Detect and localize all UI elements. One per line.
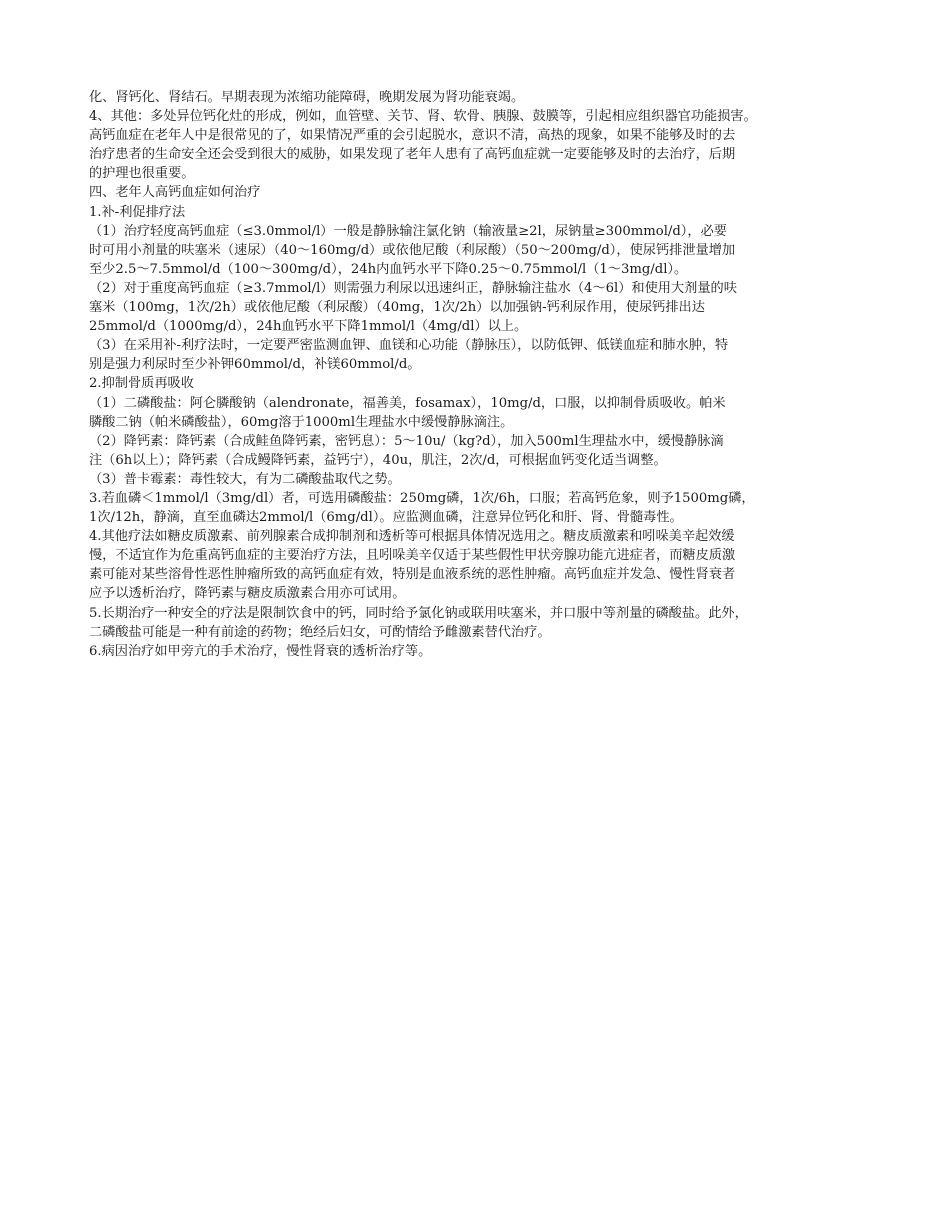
subsection-heading: 1.补-利促排疗法 [89, 204, 186, 220]
text-line: 高钙血症在老年人中是很常见的了，如果情况严重的会引起脱水，意识不清，高热的现象，如果不能够及时的去 [89, 128, 736, 144]
text-line: （2）对于重度高钙血症（≥3.7mmol/l）则需强力利尿以迅速纠正，静脉输注盐水（4～6l）和使用大剂量的呋 [89, 280, 737, 296]
text-line: 时可用小剂量的呋塞米（速尿）（40～160mg/d）或依他尼酸（利尿酸）（50～200mg/d），使尿钙排泄量增加 [89, 242, 736, 258]
text-line: 化、肾钙化、肾结石。早期表现为浓缩功能障碍，晚期发展为肾功能衰竭。 [89, 90, 525, 105]
text-line: 素可能对某些溶骨性恶性肿瘤所致的高钙血症有效，特别是血液系统的恶性肿瘤。高钙血症并发急、慢性肾衰者 [89, 567, 736, 583]
text-line: 的护理也很重要。 [89, 166, 195, 182]
text-line: 别是强力利尿时至少补钾60mmol/d，补镁60mmol/d。 [89, 357, 421, 373]
text-line: 二磷酸盐可能是一种有前途的药物；绝经后妇女，可酌情给予雌激素替代治疗。 [89, 624, 551, 640]
text-line: （3）在采用补-利疗法时，一定要严密监测血钾、血镁和心功能（静脉压），以防低钾、低镁血症和肺水肿，特 [89, 338, 729, 354]
section-heading: 四、老年人高钙血症如何治疗 [89, 185, 261, 201]
text-line: 至少2.5～7.5mmol/d（100～300mg/d），24h内血钙水平下降0.25～0.75mmol/l（1～3mg/dl）。 [89, 261, 688, 277]
text-line: （1）二磷酸盐：阿仑膦酸钠（alendronate，福善美，fosamax），10mg/d，口服，以抑制骨质吸收。帕米 [89, 395, 726, 411]
text-line: 1次/12h，静滴，直至血磷达2mmol/l（6mg/dl）。应监测血磷，注意异位钙化和肝、肾、骨髓毒性。 [89, 510, 683, 526]
text-line: 5.长期治疗一种安全的疗法是限制饮食中的钙，同时给予氯化钠或联用呋塞米，并口服中等剂量的磷酸盐。此外， [89, 605, 748, 621]
subsection-heading: 2.抑制骨质再吸收 [89, 376, 194, 392]
text-line: 塞米（100mg，1次/2h）或依他尼酸（利尿酸）（40mg，1次/2h）以加强钠-钙利尿作用，使尿钙排出达 [89, 300, 705, 316]
text-line: 4.其他疗法如糖皮质激素、前列腺素合成抑制剂和透析等可根据具体情况选用之。糖皮质激素和吲哚美辛起效缓 [89, 529, 735, 545]
text-line: （3）普卡霉素：毒性较大，有为二磷酸盐取代之势。 [89, 471, 401, 487]
document-body [89, 88, 879, 661]
text-line: 6.病因治疗如甲旁亢的手术治疗，慢性肾衰的透析治疗等。 [89, 643, 432, 659]
text-line: 3.若血磷＜1mmol/l（3mg/dl）者，可选用磷酸盐：250mg磷，1次/6h，口服；若高钙危象，则予1500mg磷， [89, 490, 755, 506]
text-line: （2）降钙素：降钙素（合成鲑鱼降钙素，密钙息）：5～10u/（kg?d），加入500ml生理盐水中，缓慢静脉滴 [89, 433, 724, 449]
text-line: 25mmol/d（1000mg/d），24h血钙水平下降1mmol/l（4mg/dl）以上。 [89, 319, 528, 335]
text-line: 治疗患者的生命安全还会受到很大的威胁，如果发现了老年人患有了高钙血症就一定要能够及时的去治疗，后期 [89, 147, 736, 163]
text-line: 膦酸二钠（帕米磷酸盐），60mg溶于1000ml生理盐水中缓慢静脉滴注。 [89, 414, 514, 430]
text-line: 4、其他：多处异位钙化灶的形成，例如，血管壁、关节、肾、软骨、胰腺、鼓膜等，引起相应组织器官功能损害。 [89, 109, 757, 125]
text-line: 应予以透析治疗，降钙素与糖皮质激素合用亦可试用。 [89, 586, 406, 602]
text-line: 注（6h以上）；降钙素（合成鳗降钙素，益钙宁），40u，肌注，2次/d，可根据血钙变化适当调整。 [89, 452, 667, 468]
text-line: （1）治疗轻度高钙血症（≤3.0mmol/l）一般是静脉输注氯化钠（输液量≥2l，尿钠量≥300mmol/d），必要 [89, 223, 727, 239]
text-line: 慢，不适宜作为危重高钙血症的主要治疗方法，且吲哚美辛仅适于某些假性甲状旁腺功能亢进症者，而糖皮质激 [89, 548, 736, 564]
